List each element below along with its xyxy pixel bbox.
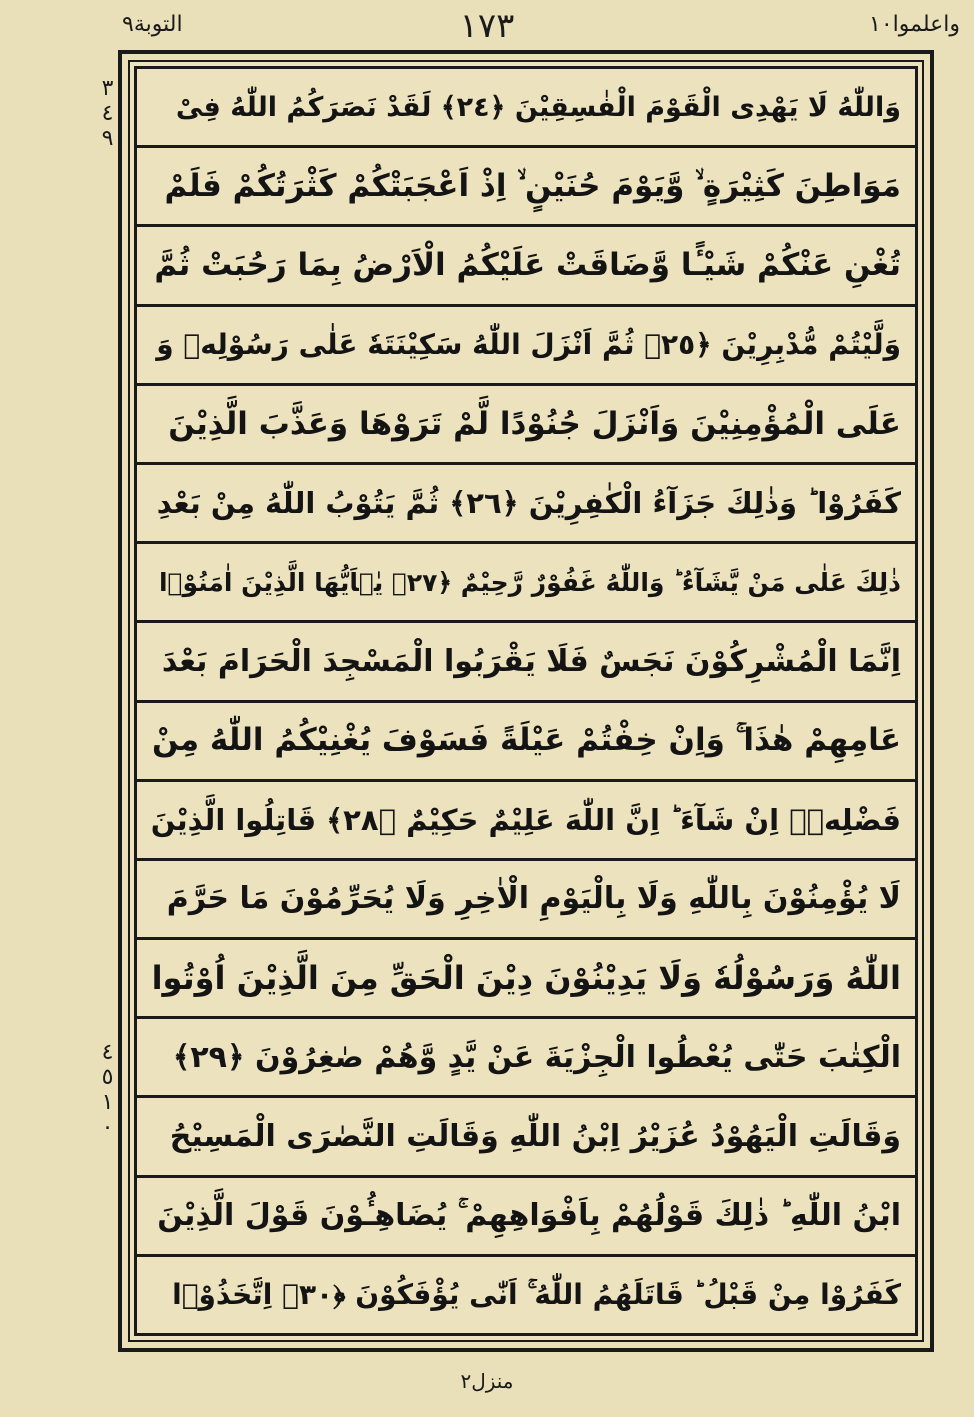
verse-text: وَاللّٰهُ لَا يَهْدِى الْقَوْمَ الْفٰسِقِيْنَ ﴿٢٤﴾ لَقَدْ نَصَرَكُمُ اللّٰهُ فِىْ: [175, 91, 901, 123]
verse-text: لَا يُؤْمِنُوْنَ بِاللّٰهِ وَلَا بِالْيَوْمِ الْاٰخِرِ وَلَا يُحَرِّمُوْنَ مَا حَرَّمَ: [166, 881, 901, 917]
verse-text: وَلَّيْتُمْ مُّدْبِرِيْنَ ﴿٢٥﴾ ثُمَّ اَنْزَلَ اللّٰهُ سَكِيْنَتَهٗ عَلٰى رَسُوْلِهٖ وَ: [156, 328, 901, 362]
text-line: [134, 462, 918, 541]
text-line: [134, 145, 918, 224]
text-line: [134, 1175, 918, 1254]
verse-text: عَامِهِمْ هٰذَا ۚ وَاِنْ خِفْتُمْ عَيْلَةً فَسَوْفَ يُغْنِيْكُمُ اللّٰهُ مِنْ: [151, 722, 901, 759]
verse-text: فَضْلِهٖۤ اِنْ شَآءَ ؕ اِنَّ اللّٰهَ عَلِيْمٌ حَكِيْمٌ ﴿٢٨﴾ قَاتِلُوا الَّذِيْنَ: [150, 802, 901, 837]
page-number: ١٧٣: [459, 6, 515, 46]
verse-text: وَقَالَتِ الْيَهُوْدُ عُزَيْرُ اِبْنُ اللّٰهِ وَقَالَتِ النَّصٰرَى الْمَسِيْحُ: [169, 1119, 901, 1155]
verse-text: كَفَرُوْا مِنْ قَبْلُ ؕ قَاتَلَهُمُ اللّٰهُ ۚ اَنّٰى يُؤْفَكُوْنَ ﴿٣٠﴾ اِتَّخَذُوْۤا: [172, 1277, 901, 1311]
text-line: [134, 541, 918, 620]
text-line: [134, 304, 918, 383]
verse-text: عَلَى الْمُؤْمِنِيْنَ وَاَنْزَلَ جُنُوْدًا لَّمْ تَرَوْهَا وَعَذَّبَ الَّذِيْنَ: [168, 405, 901, 442]
verse-text: اِنَّمَا الْمُشْرِكُوْنَ نَجَسٌ فَلَا يَقْرَبُوا الْمَسْجِدَ الْحَرَامَ بَعْدَ: [161, 643, 901, 679]
juz-name: واعلموا١٠: [869, 12, 960, 37]
text-line: [134, 700, 918, 779]
text-line: [134, 779, 918, 858]
text-line: [134, 937, 918, 1016]
surah-name: التوبة٩: [122, 12, 183, 37]
manzil-footer: منزل٢: [460, 1369, 514, 1393]
text-line: [134, 1016, 918, 1095]
text-line: [134, 383, 918, 462]
text-line: [134, 1254, 918, 1336]
text-line: [134, 224, 918, 303]
verse-text: الْكِتٰبَ حَتّٰى يُعْطُوا الْجِزْيَةَ عَنْ يَّدٍ وَّهُمْ صٰغِرُوْنَ ﴿٢٩﴾: [172, 1039, 901, 1075]
verse-text: تُغْنِ عَنْكُمْ شَيْـًٔا وَّضَاقَتْ عَلَيْكُمُ الْاَرْضُ بِمَا رَحُبَتْ ثُمَّ: [154, 247, 901, 284]
text-line: [134, 1095, 918, 1174]
text-lines: [134, 66, 918, 1336]
text-line: [134, 66, 918, 145]
margin-ruku-mark-bottom: ٤٥١٠: [95, 1040, 120, 1140]
verse-text: مَوَاطِنَ كَثِيْرَةٍ ۙ وَّيَوْمَ حُنَيْنٍ ۙ اِذْ اَعْجَبَتْكُمْ كَثْرَتُكُمْ فَلَمْ: [164, 167, 901, 204]
verse-text: كَفَرُوْا ؕ وَذٰلِكَ جَزَآءُ الْكٰفِرِيْنَ ﴿٢٦﴾ ثُمَّ يَتُوْبُ اللّٰهُ مِنْ بَعْدِ: [156, 486, 901, 521]
margin-ruku-mark-top: ٣٤٩: [95, 76, 120, 151]
verse-text: اللّٰهُ وَرَسُوْلُهٗ وَلَا يَدِيْنُوْنَ دِيْنَ الْحَقِّ مِنَ الَّذِيْنَ اُوْتُوا: [151, 959, 901, 998]
verse-text: ابْنُ اللّٰهِ ؕ ذٰلِكَ قَوْلُهُمْ بِاَفْوَاهِهِمْ ۚ يُضَاهِـُٔوْنَ قَوْلَ الَّذِيْنَ: [157, 1198, 901, 1234]
verse-text: ذٰلِكَ عَلٰى مَنْ يَّشَآءُ ؕ وَاللّٰهُ غَفُوْرٌ رَّحِيْمٌ ﴿٢٧﴾ يٰۤاَيُّهَا الَّذِيْنَ اٰمَنُوْۤا: [158, 567, 901, 597]
text-line: [134, 620, 918, 699]
text-line: [134, 858, 918, 937]
